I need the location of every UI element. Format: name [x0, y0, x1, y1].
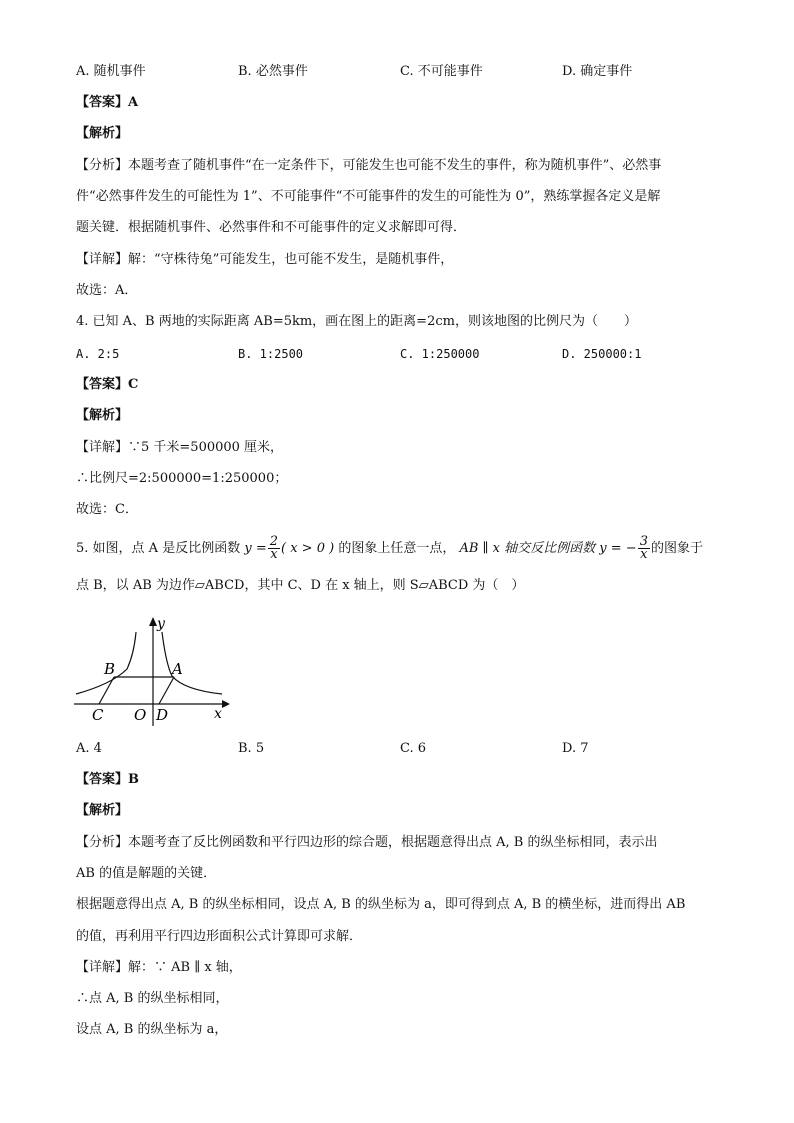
- q3-choose: 故选：A．: [76, 283, 138, 298]
- q4-answer: 【答案】C: [76, 377, 139, 392]
- q5-analysis-line: 的值，再利用平行四边形面积公式计算即可求解．: [76, 929, 363, 944]
- q3-option-a: A. 随机事件: [76, 64, 146, 79]
- q5-detail-line: 【详解】解：∵ AB ∥ x 轴，: [76, 960, 242, 975]
- q3-option-c: C. 不可能事件: [400, 64, 483, 79]
- q3-analysis-line: 【分析】本题考查了随机事件“在一定条件下，可能发生也可能不发生的事件，称为随机事件”、必然事: [76, 158, 662, 173]
- q3-analysis-label: 【解析】: [76, 126, 129, 141]
- q5-figure: [72, 614, 232, 729]
- x-axis-arrow: [222, 700, 230, 708]
- q4-detail: 【详解】∵5 千米=500000 厘米，: [76, 440, 284, 455]
- q5-analysis-line: AB 的值是解题的关键．: [76, 866, 217, 881]
- q3-option-b: B. 必然事件: [238, 64, 308, 79]
- q4-option-b: B. 1:2500: [238, 347, 304, 361]
- q5-option-b: B. 5: [238, 741, 265, 756]
- q5-stem-line-2: 点 B，以 AB 为边作▱ABCD，其中 C、D 在 x 轴上，则 S▱ABCD 为（ ）: [76, 578, 525, 593]
- q3-answer: 【答案】A: [76, 95, 139, 110]
- q3-detail: 【详解】解：“守株待兔”可能发生，也可能不发生，是随机事件，: [76, 252, 454, 267]
- fraction-2-over-x: $\frac{2}{x}$: [269, 534, 278, 562]
- q5-analysis-line: 根据题意得出点 A, B 的纵坐标相同，设点 A, B 的纵坐标为 a，即可得到点 A, B 的横坐标，进而得出 AB: [76, 897, 686, 912]
- q4-option-a: A. 2:5: [76, 347, 120, 361]
- q3-analysis-line: 题关键．根据随机事件、必然事件和不可能事件的定义求解即可得．: [76, 220, 467, 235]
- q4-option-d: D. 250000:1: [562, 347, 642, 361]
- segment-ad: [159, 677, 174, 704]
- q4-option-c: C. 1:250000: [400, 347, 480, 361]
- label-o: O: [134, 706, 147, 724]
- q5-option-d: D. 7: [562, 741, 589, 756]
- q4-detail-2: ∴比例尺=2:500000=1:250000；: [76, 471, 288, 486]
- label-d: D: [156, 706, 169, 724]
- q5-analysis-line: 【分析】本题考查了反比例函数和平行四边形的综合题，根据题意得出点 A, B 的纵坐标相同，表示出: [76, 835, 658, 850]
- q4-choose: 故选：C．: [76, 502, 138, 517]
- y-axis-arrow: [149, 617, 157, 626]
- label-c: C: [92, 706, 104, 724]
- label-b: B: [104, 660, 116, 678]
- segment-bc: [99, 677, 114, 704]
- label-x: x: [214, 706, 222, 722]
- q5-answer: 【答案】B: [76, 772, 139, 787]
- q5-option-c: C. 6: [400, 741, 427, 756]
- q5-detail-line: 设点 A, B 的纵坐标为 a，: [76, 1022, 228, 1037]
- q3-option-d: D. 确定事件: [562, 64, 633, 79]
- q5-option-a: A. 4: [76, 741, 102, 756]
- q4-stem: 4. 已知 A、B 两地的实际距离 AB=5km，画在图上的距离=2cm，则该地图的比例尺为（ ）: [76, 314, 637, 329]
- curve-right: [162, 632, 222, 694]
- q5-stem-line-1: 5. 如图，点 A 是反比例函数 y = $\frac{2}{x}$ ( x > 0 ) 的图象上任意一点， AB ∥ x 轴交反比例函数 y = − $\frac{3}{x}$ 的图象于: [76, 534, 703, 562]
- q4-analysis-label: 【解析】: [76, 408, 129, 423]
- q5-analysis-label: 【解析】: [76, 803, 129, 818]
- label-y: y: [157, 616, 165, 632]
- q5-detail-line: ∴点 A, B 的纵坐标相同，: [76, 991, 229, 1006]
- label-a: A: [172, 660, 183, 678]
- q3-analysis-line: 件“必然事件发生的可能性为 1”、不可能事件“不可能事件的发生的可能性为 0”，熟练掌握各定义是解: [76, 189, 661, 204]
- fraction-3-over-x: $\frac{3}{x}$: [639, 534, 648, 562]
